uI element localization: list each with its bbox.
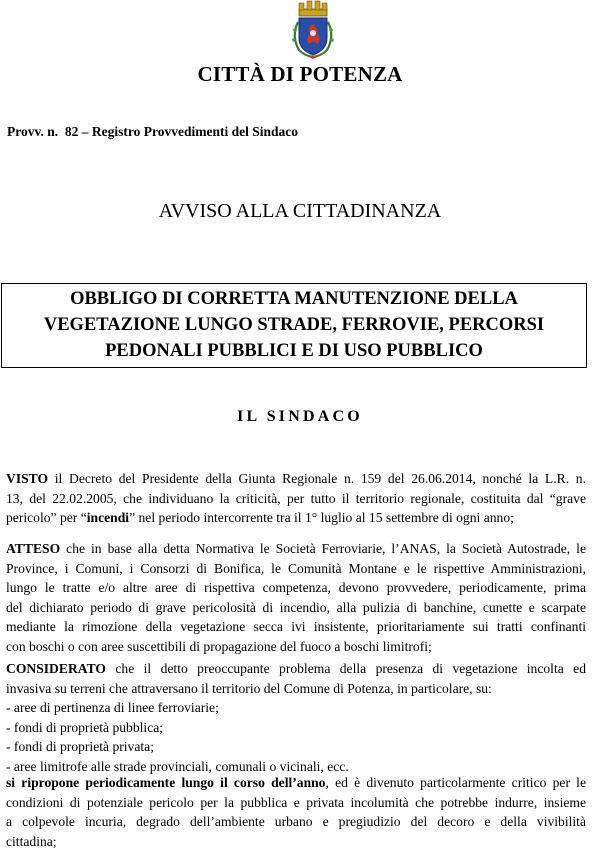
notice-title: AVVISO ALLA CITTADINANZA <box>158 200 442 222</box>
list-item: - fondi di proprietà pubblica; <box>6 719 164 735</box>
subject-line: PEDONALI PUBBLICI E DI USO PUBBLICO <box>105 341 483 361</box>
paragraph-considerato: CONSIDERATO che il detto preoccupante problema della presenza di vegetazione incolta ed invasiva su terreni che attraversano il territorio del Comune di Potenza, in particolare, su: - aree di pertinenza di linee ferroviarie; - fondi di proprietà pubblica; - fondi di proprietà privata; - aree limitrofe alle strade provinciali, comunali o vicinali, ecc. <box>6 659 586 776</box>
considerato-keyword: CONSIDERATO <box>6 661 106 676</box>
atteso-keyword: ATTESO <box>6 541 61 556</box>
provvedimento-reference <box>7 124 298 140</box>
notice-subject-box <box>1 283 587 368</box>
provv-label: Provv. n. <box>7 124 59 139</box>
city-crest-icon <box>289 0 337 60</box>
provv-number: 82 <box>64 124 79 139</box>
provv-registry: – Registro Provvedimenti del Sindaco <box>81 124 299 139</box>
list-item: - aree limitrofe alle strade provinciali, comunali o vicinali, ecc. <box>6 758 349 774</box>
subject-line: OBBLIGO DI CORRETTA MANUTENZIONE DELLA <box>70 289 518 309</box>
city-name: CITTÀ DI POTENZA <box>197 62 403 86</box>
paragraph-visto: VISTO il Decreto del Presidente della Giunta Regionale n. 159 del 26.06.2014, nonché la L.R. n. 13, del 22.02.2005, che individuano la criticità, per tutto il territorio regionale, costituita dal “grave pericolo” per “incendi” nel periodo intercorrente tra il 1° luglio al 15 settembre di ogni anno; <box>6 471 586 525</box>
ripropone-keyword: si ripropone periodicamente lungo il corso dell’anno <box>6 775 326 790</box>
paragraph-atteso: ATTESO che in base alla detta Normativa le Società Ferroviarie, l’ANAS, la Società Autostrade, le Province, i Comuni, i Consorzi di Bonifica, le Comunità Montane e le rispettive Amministrazioni, lungo le tratte e/o altre aree di rispettiva competenza, devono provvedere, periodicamente, prima del dichiarato periodo di grave pericolosità di incendio, alla pulizia di banchine, cunette e scarpate mediante la rimozione della vegetazione secca ivi insistente, prioritariamente sui tratti confinanti con boschi o con aree suscettibili di propagazione del fuoco a boschi limitrofi; <box>6 541 586 654</box>
paragraph-ripropone: si ripropone periodicamente lungo il corso dell’anno, ed è divenuto particolarmente critico per le condizioni di potenziale pericolo per la pubblica e privata incolumità che potrebbe indurre, insieme a colpevole incuria, degrado dell’ambiente urbano e pregiudizio del decoro e della vivibilità cittadina; <box>6 775 586 849</box>
incendi-emphasis: incendi <box>86 510 130 525</box>
subject-line: VEGETAZIONE LUNGO STRADE, FERROVIE, PERCORSI <box>43 315 545 335</box>
visto-keyword: VISTO <box>6 471 49 486</box>
list-item: - aree di pertinenza di linee ferroviarie; <box>6 700 219 715</box>
list-item: - fondi di proprietà privata; <box>6 739 154 754</box>
issuer-heading: IL SINDACO <box>237 408 363 425</box>
